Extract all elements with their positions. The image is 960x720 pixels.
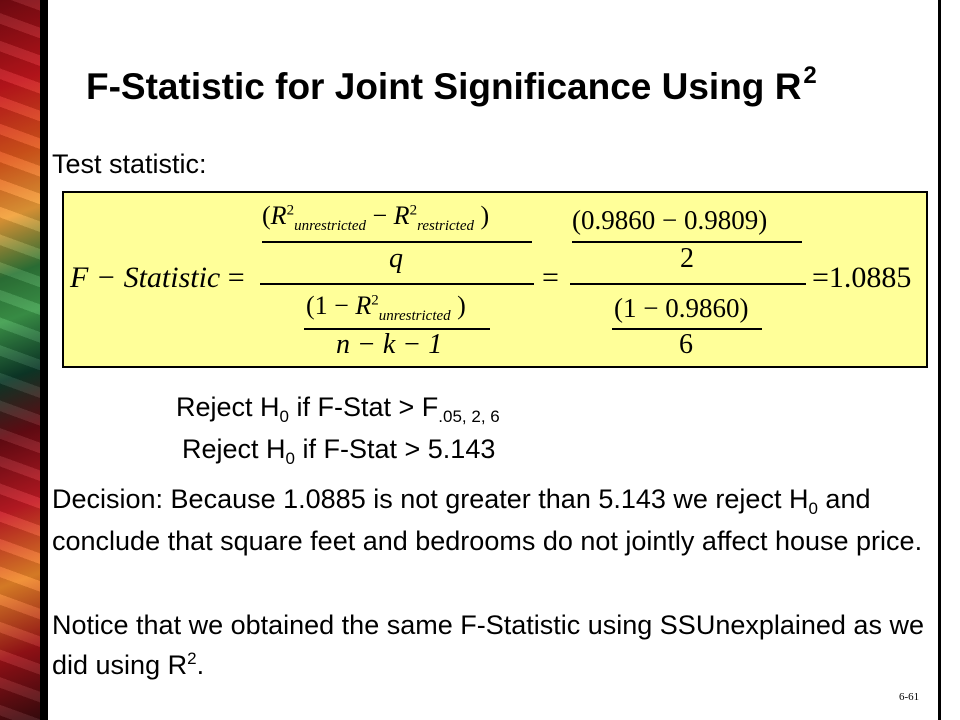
slide-title — [86, 62, 817, 108]
formula-num-values: (0.9860 − 0.9809) — [572, 205, 768, 235]
formula-lhs-text: F − Statistic — [70, 261, 221, 294]
formula-den-6: 6 — [679, 329, 693, 360]
formula-result: =1.0885 — [812, 261, 912, 294]
formula-num-values-b: (1 − 0.9860) — [614, 293, 749, 323]
formula-lhs: F − Statistic = — [70, 261, 245, 294]
reject-rule-1: Reject $H_0$ if F-Stat > $F_{.05, 2, 6}$ — [176, 392, 500, 426]
formula-num-unrestricted-minus-restricted: ($R^2_{unrestricted} - R^2_{restricted}$ ) — [262, 201, 490, 235]
left-border-bar — [40, 0, 48, 720]
formula-equals-2: = — [542, 261, 559, 294]
test-statistic-label: Test statistic: — [52, 149, 207, 179]
fraction-bar-main-left — [260, 283, 534, 285]
decorative-stripe — [0, 0, 40, 720]
right-border-line — [938, 0, 941, 720]
formula-result-value: 1.0885 — [828, 261, 912, 294]
notice-paragraph: Notice that we obtained the same F-Statistic using SSUnexplained as we did using $R^2$. — [52, 610, 924, 680]
formula-num-one-minus-unrestricted: ($1 - R^2_{unrestricted}$ ) — [306, 291, 466, 325]
formula-den-2: 2 — [680, 243, 694, 274]
reject-rule-2: Reject $H_0$ if F-Stat > 5.143 — [182, 434, 496, 468]
fraction-bar-values-main — [570, 283, 806, 285]
formula-box — [62, 191, 928, 368]
title-text: F-Statistic for Joint Significance Using R — [86, 66, 802, 107]
decision-paragraph: Decision: Because 1.0885 is not greater than 5.143 we reject $H_0$ and conclude that square feet and bedrooms do not jointly affect house price. — [52, 484, 923, 556]
formula-den-q: q — [389, 243, 403, 274]
title-superscript: 2 — [803, 62, 817, 89]
formula-den-nk: n − k − 1 — [336, 329, 443, 360]
slide-number: 6-61 — [899, 691, 920, 703]
